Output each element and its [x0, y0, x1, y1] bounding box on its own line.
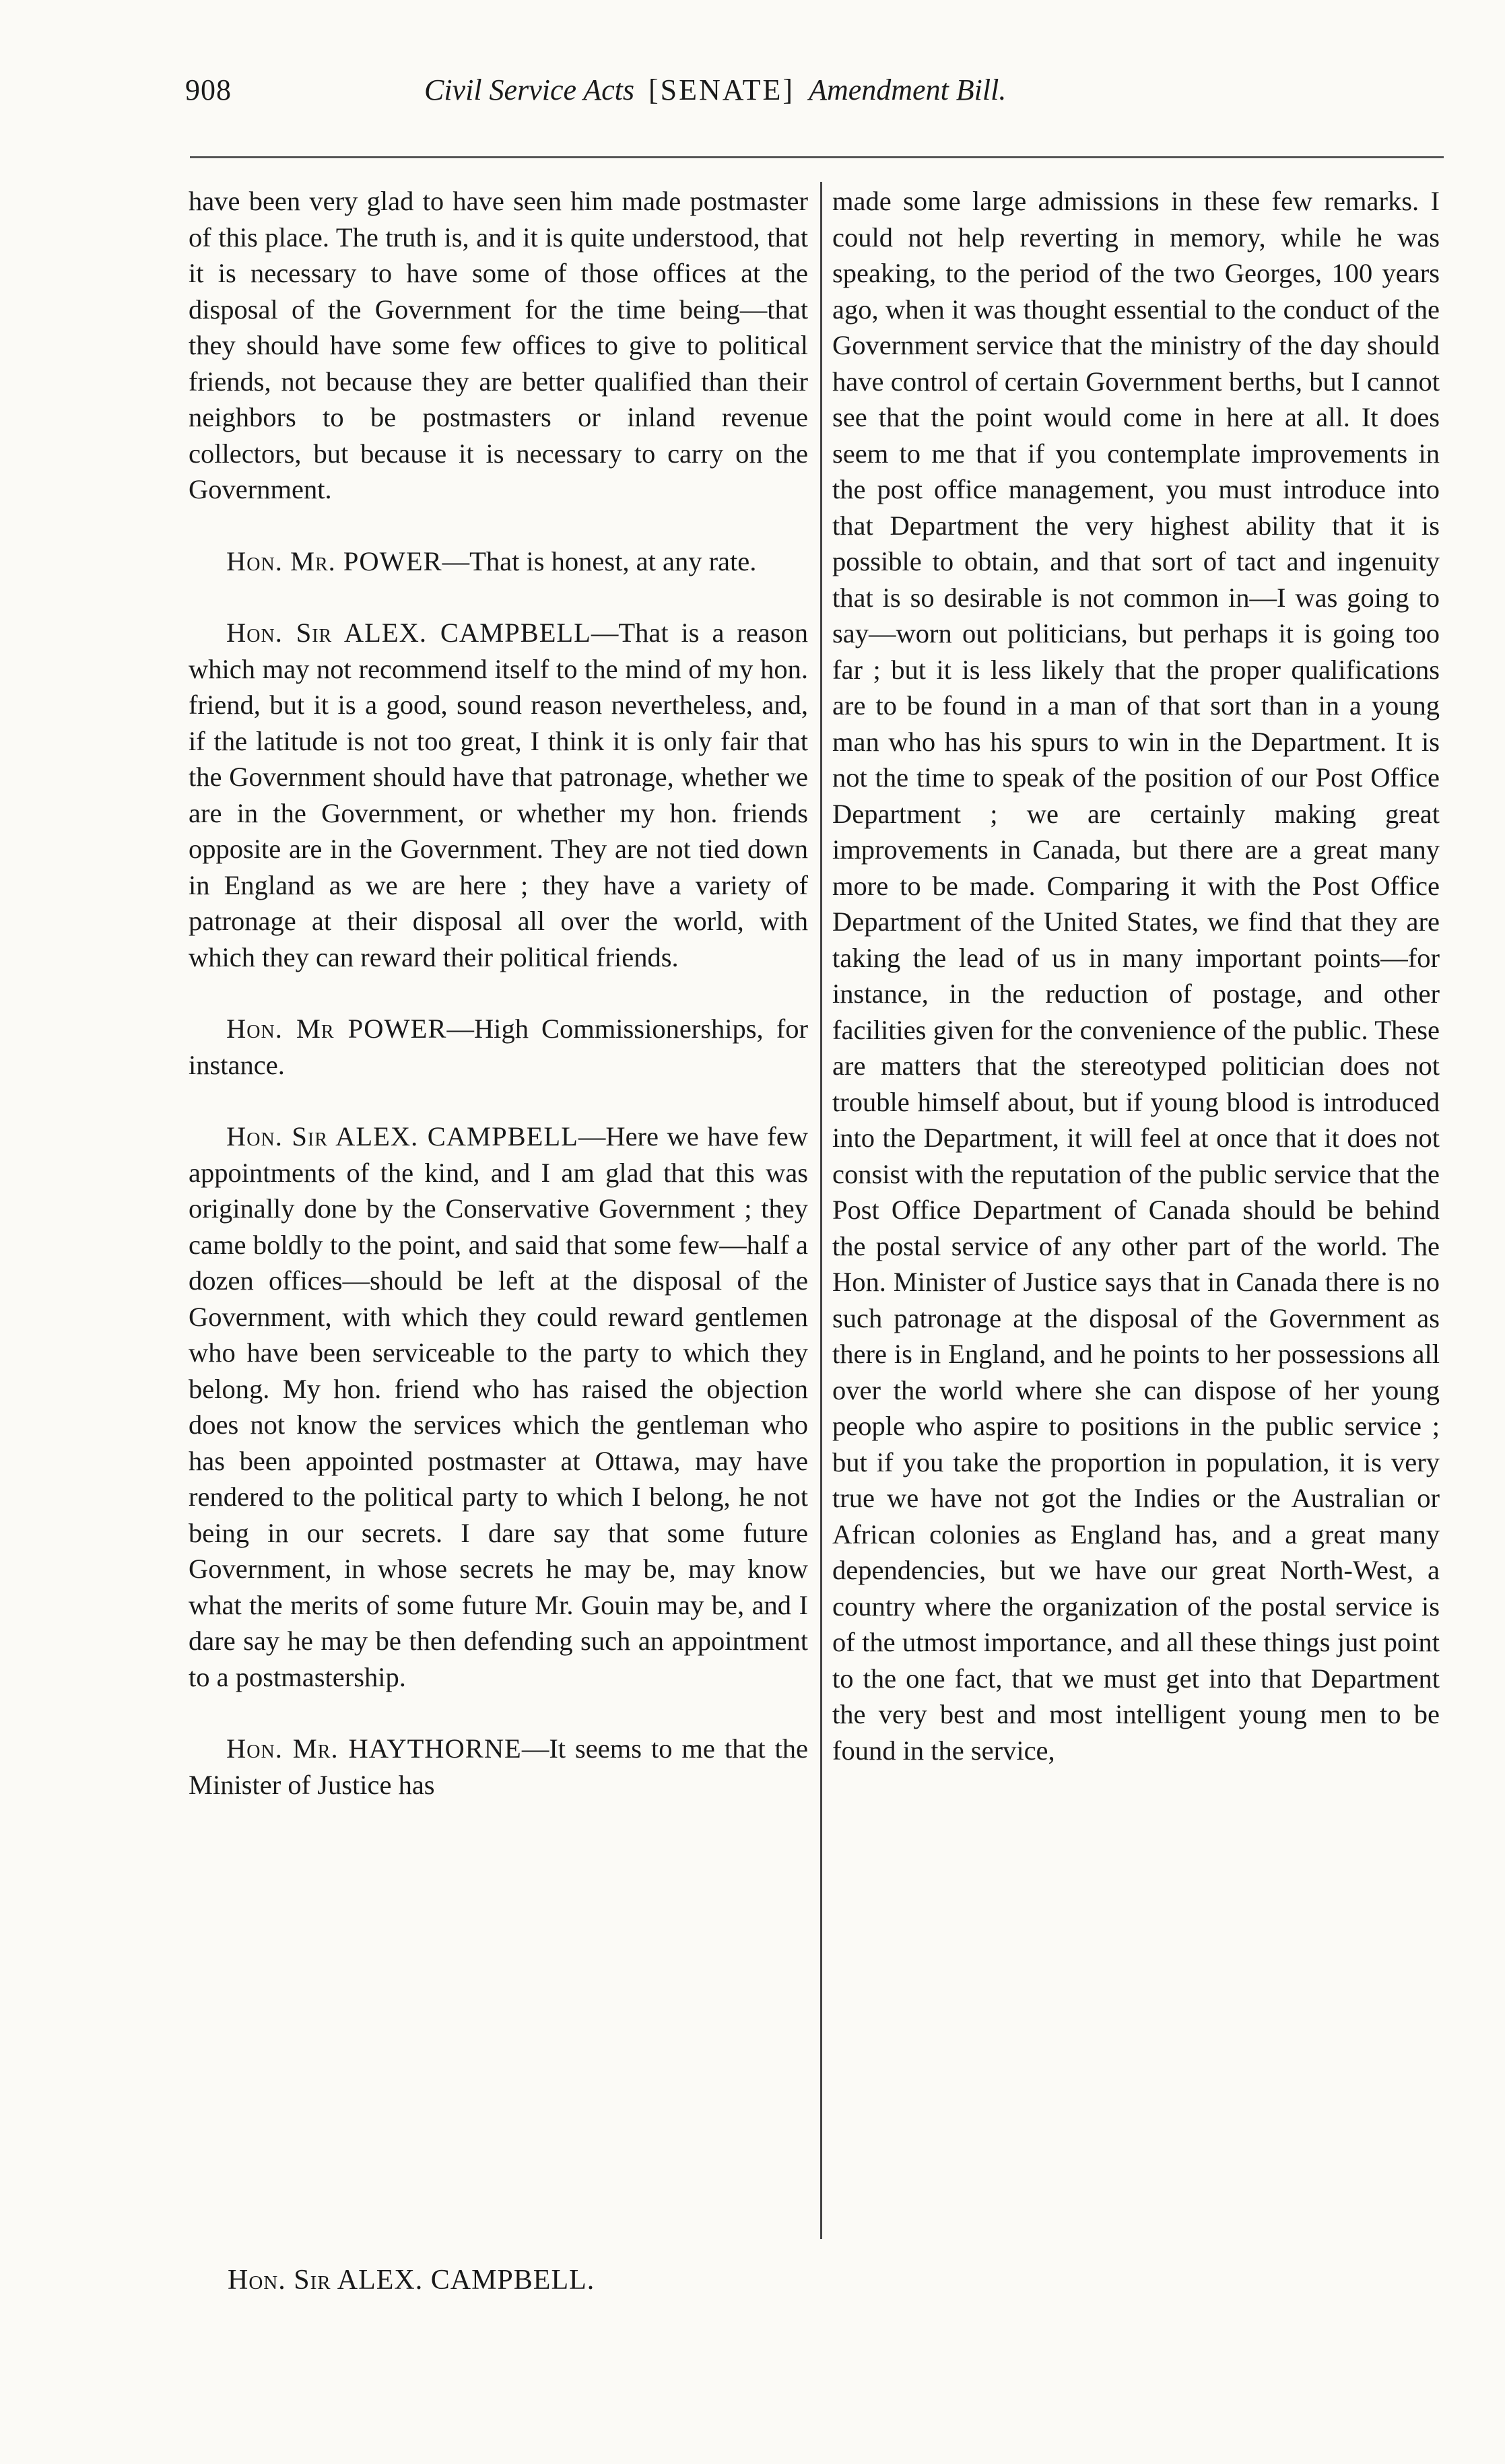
speaker-name: Hon. Mr. HAYTHORNE	[226, 1733, 522, 1764]
speech-text: —High Commissionerships, for instance.	[189, 1013, 808, 1080]
speech-campbell-1	[189, 615, 808, 975]
speech-power-1	[189, 543, 808, 580]
speech-haythorne	[189, 1731, 808, 1803]
header-rule	[190, 156, 1444, 158]
speech-text: —That is a reason which may not recommend itself to the mind of my hon. friend, but it is a good, sound reason nevertheless, and, if the latitude is not too great, I think it is only fair that the Government should have that patronage, whether we are in the Government, or whether my hon. friends opposite are in the Government. They are not tied down in England as we are here ; they have a variety of patronage at their disposal all over the world, with which they can reward their political friends.	[189, 618, 809, 972]
chamber-label: [SENATE]	[648, 73, 795, 106]
footer-catchword: Hon. Sir ALEX. CAMPBELL.	[228, 2265, 595, 2296]
speaker-name: Hon. Mr POWER	[226, 1013, 447, 1044]
speech-text: —Here we have few appointments of the kind, and I am glad that this was originally done by the Conservative Government ; they came boldly to the point, and said that some few—half a dozen offices—should be left at the disposal of the Government, with which they could reward gentlemen who have been serviceable to the party to which they belong. My hon. friend who has raised the objection does not know the services which the gentleman who has been appointed postmaster at Ottawa, may have rendered to the political party to which I belong, he not being in our secrets. I dare say that some future Government, in whose secrets he may be, may know what the merits of some future Mr. Gouin may be, and I dare say he may be then defending such an appointment to a postmastership.	[189, 1121, 808, 1692]
title-right: Amendment Bill.	[809, 73, 1007, 106]
title-left: Civil Service Acts	[424, 73, 634, 106]
speech-text: —That is honest, at any rate.	[442, 545, 757, 576]
page-number: 908	[185, 73, 232, 106]
right-column	[832, 183, 1440, 1768]
running-header	[185, 73, 1320, 120]
speech-campbell-2	[189, 1119, 808, 1695]
speech-power-2	[189, 1011, 808, 1083]
speaker-name: Hon. Sir ALEX. CAMPBELL	[226, 618, 591, 648]
paragraph-continuation: have been very glad to have seen him made postmaster of this place. The truth is, and it is quite understood, that it is necessary to have some of those offices at the disposal of the Government for the time being—that they should have some few offices to give to political friends, not because they are better qualified than their neighbors to be postmasters or inland revenue collectors, but because it is necessary to carry on the Government.	[189, 186, 808, 504]
column-divider	[820, 182, 822, 2239]
paragraph-continuation: made some large admissions in these few remarks. I could not help reverting in memory, while he was speaking, to the period of the two Georges, 100 years ago, when it was thought essential to the conduct of the Government service that the ministry of the day should have control of certain Government berths, but I cannot see that the point would come in here at all. It does seem to me that if you contemplate improvements in the post office management, you must introduce into that Department the very highest ability that it is possible to obtain, and that sort of tact and ingenuity that is so desirable is not common in—I was going to say—worn out politicians, but perhaps it is going too far ; but it is less likely that the proper qualifications are to be found in a man of that sort than in a young man who has his spurs to win in the Department. It is not the time to speak of the position of our Post Office Department ; we are certainly making great improvements in Canada, but there are a great many more to be made. Comparing it with the Post Office Department of the United States, we find that they are taking the lead of us in many important points—for instance, in the reduction of postage, and other facilities given for the convenience of the public. These are matters that the stereotyped politician does not trouble himself about, but if young blood is introduced into the Department, it will feel at once that it does not consist with the reputation of the public service that the Post Office Department of Canada should be behind the postal service of any other part of the world. The Hon. Minister of Justice says that in Canada there is no such patronage at the disposal of the Government as there is in England, and he points to her possessions all over the world where she can dispose of her young people who aspire to positions in the public service ; but if you take the proportion in population, it is very true we have not got the Indies or the Australian or African colonies as England has, and a great many dependencies, but we have our great North-West, a country where the organization of the postal service is of the utmost importance, and all these things just point to the one fact, that we must get into that Department the very best and most intelligent young men to be found in the service,	[832, 186, 1440, 1766]
running-head-title	[424, 73, 1006, 107]
speaker-name: Hon. Mr. POWER	[226, 545, 442, 576]
left-column	[189, 183, 808, 1803]
speech-text: —It seems to me that the Minister of Justice has	[189, 1733, 809, 1800]
speaker-name: Hon. Sir ALEX. CAMPBELL	[226, 1121, 578, 1152]
